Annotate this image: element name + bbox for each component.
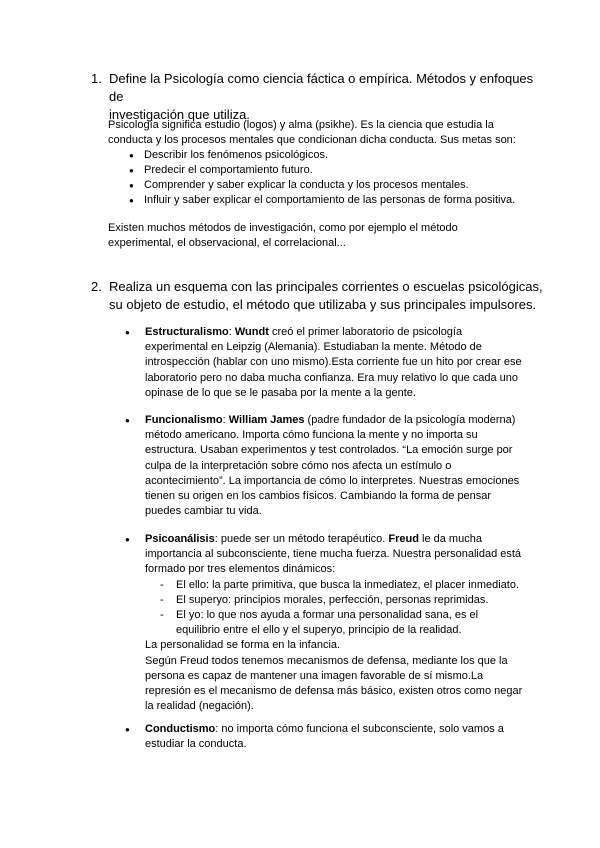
methods-line-2: experimental, el observacional, el correlacional... — [108, 237, 346, 249]
question-2-line-2: su objeto de estudio, el método que utilizaba y sus principales impulsores. — [109, 297, 537, 312]
question-2-line-1: Realiza un esquema con las principales corrientes o escuelas psicológicas, — [109, 279, 543, 294]
personality-elements-list — [145, 578, 530, 639]
question-1-line-1: Define la Psicología como ciencia fáctica o empírica. Métodos y enfoques de — [109, 71, 534, 104]
school-name: Conductismo — [145, 723, 216, 735]
definition-line-1: Psicología significa estudio (logos) y alma (psikhe). Es la ciencia que estudia la — [108, 119, 494, 131]
goal-item: ● Comprender y saber explicar la conducta y los procesos mentales. — [129, 178, 549, 193]
school-author: Freud — [388, 533, 419, 545]
bullet-icon: ● — [125, 535, 130, 544]
goal-item: ● Predecir el comportamiento futuro. — [129, 163, 549, 178]
methods-line-1: Existen muchos métodos de investigación, como por ejemplo el método — [108, 222, 458, 234]
school-author: Wundt — [234, 326, 269, 338]
element-item: - El yo: lo que nos ayuda a formar una personalidad sana, es el equilibrio entre el ello y el superyo, principio de la realidad. — [160, 608, 530, 638]
question-1-title — [109, 70, 551, 124]
element-item: - El ello: la parte primitiva, que busca la inmediatez, el placer inmediato. — [160, 578, 530, 593]
psychology-goals-list — [129, 148, 549, 208]
question-2 — [91, 278, 551, 314]
bullet-icon: ● — [125, 328, 130, 337]
question-1 — [91, 70, 551, 122]
school-name: Psicoanálisis — [145, 533, 215, 545]
question-2-number: 2. — [91, 279, 102, 294]
bullet-icon: ● — [125, 725, 130, 734]
bullet-icon: ● — [125, 416, 130, 425]
school-author: William James — [228, 414, 305, 426]
goal-item: ● Influir y saber explicar el comportamiento de las personas de forma positiva. — [129, 193, 549, 208]
question-2-title — [109, 278, 543, 314]
element-item: - El superyo: principios morales, perfección, personas reprimidas. — [160, 593, 530, 608]
research-methods-paragraph — [108, 221, 548, 251]
school-name: Funcionalismo — [145, 414, 223, 426]
question-1-number: 1. — [91, 71, 102, 86]
question-1-line-2: investigación que utiliza. — [109, 107, 250, 122]
definition-line-2: conducta y los procesos mentales que condicionan dicha conducta. Sus metas son: — [108, 134, 516, 146]
psychology-definition — [108, 118, 548, 148]
goal-item: ● Describir los fenómenos psicológicos. — [129, 148, 549, 163]
school-name: Estructuralismo — [145, 326, 229, 338]
